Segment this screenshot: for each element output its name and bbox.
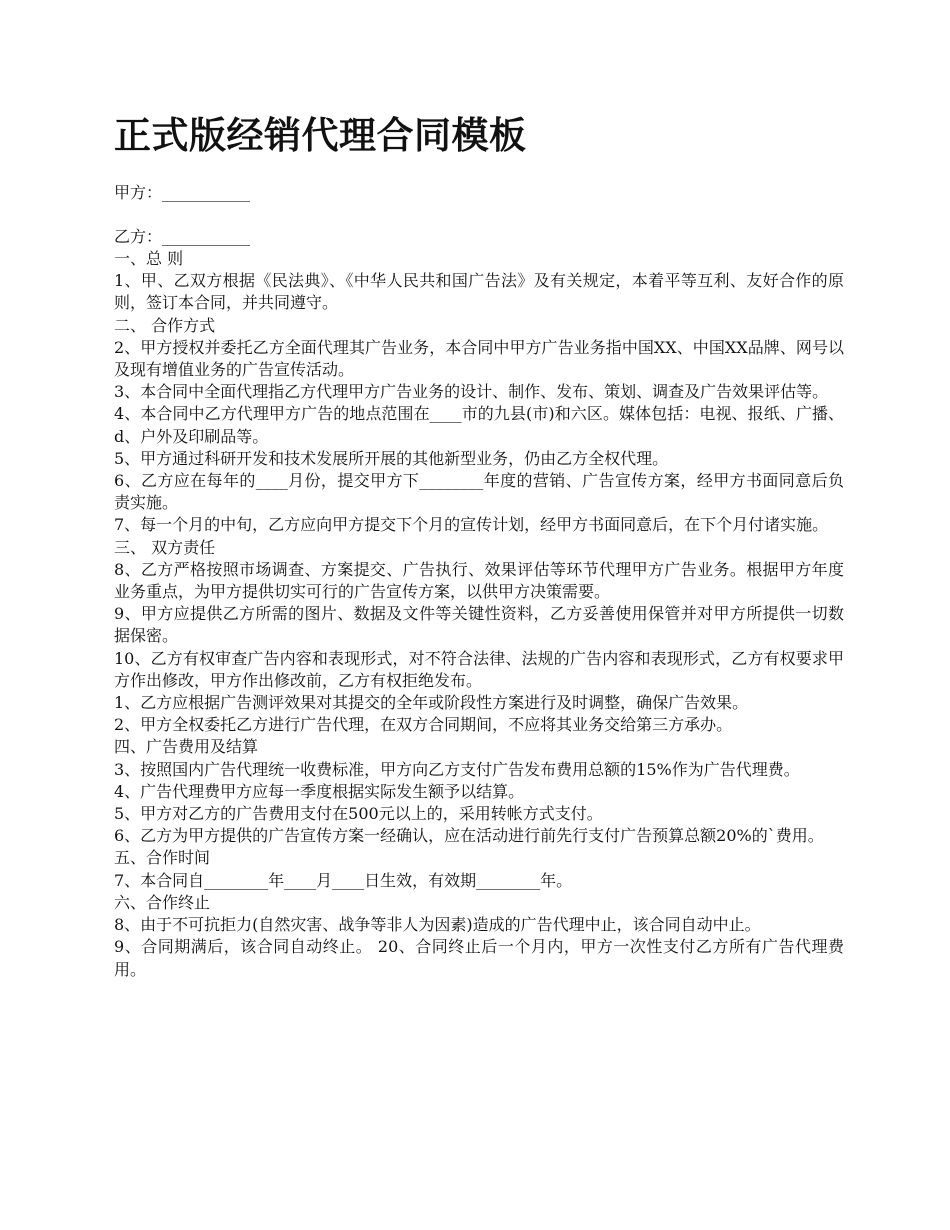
section-heading-cooperation: 二、 合作方式 xyxy=(114,315,216,335)
party-b-field: 乙方：___________ xyxy=(114,227,251,246)
clause-paragraph: 3、按照国内广告代理统一收费标准，甲方向乙方支付广告发布费用总额的15%作为广告代理费。 xyxy=(114,759,800,779)
clause-paragraph: 5、甲方通过科研开发和技术发展所开展的其他新型业务，仍由乙方全权代理。 xyxy=(114,448,669,468)
clause-paragraph: 10、乙方有权审查广告内容和表现形式，对不符合法律、法规的广告内容和表现形式，乙方有权要求甲方作出修改，甲方作出修改前，乙方有权拒绝发布。 xyxy=(114,648,844,690)
section-heading-term: 五、合作时间 xyxy=(114,848,211,868)
section-heading-termination: 六、合作终止 xyxy=(114,892,211,912)
clause-paragraph: 1、甲、乙双方根据《民法典》、《中华人民共和国广告法》及有关规定，本着平等互利、友好合作的原则，签订本合同，并共同遵守。 xyxy=(114,271,844,313)
clause-paragraph: 8、由于不可抗拒力(自然灾害、战争等非人为因素)造成的广告代理中止，该合同自动中止。 xyxy=(114,915,761,935)
party-a-field: 甲方：___________ xyxy=(114,183,251,202)
clause-paragraph: 9、合同期满后，该合同自动终止。 20、合同终止后一个月内，甲方一次性支付乙方所有广告代理费用。 xyxy=(114,937,844,979)
contract-document xyxy=(114,112,844,981)
clause-paragraph: 1、乙方应根据广告测评效果对其提交的全年或阶段性方案进行及时调整，确保广告效果。 xyxy=(114,693,749,713)
clause-paragraph: 8、乙方严格按照市场调查、方案提交、广告执行、效果评估等环节代理甲方广告业务。根据甲方年度业务重点，为甲方提供切实可行的广告宣传方案，以供甲方决策需要。 xyxy=(114,559,844,602)
clause-paragraph: 4、本合同中乙方代理甲方广告的地点范围在____市的九县(市)和六区。媒体包括：电视、报纸、广播、d、户外及印刷品等。 xyxy=(114,404,844,446)
clause-paragraph: 7、本合同自________年____月____日生效，有效期________年。 xyxy=(114,870,573,890)
clause-paragraph: 2、甲方全权委托乙方进行广告代理，在双方合同期间，不应将其业务交给第三方承办。 xyxy=(114,715,733,735)
clause-paragraph: 7、每一个月的中旬，乙方应向甲方提交下个月的宣传计划，经甲方书面同意后，在下个月付诸实施。 xyxy=(114,515,829,535)
clause-paragraph: 3、本合同中全面代理指乙方代理甲方广告业务的设计、制作、发布、策划、调查及广告效果评估等。 xyxy=(114,382,829,402)
document-title: 正式版经销代理合同模板 xyxy=(114,114,527,157)
section-heading-general: 一、总 则 xyxy=(114,249,184,268)
clause-paragraph: 6、乙方应在每年的____月份，提交甲方下________年度的营销、广告宣传方案，经甲方书面同意后负责实施。 xyxy=(114,471,844,513)
section-heading-responsibilities: 三、 双方责任 xyxy=(114,537,216,557)
clause-paragraph: 4、广告代理费甲方应每一季度根据实际发生额予以结算。 xyxy=(114,781,525,801)
clause-paragraph: 6、乙方为甲方提供的广告宣传方案一经确认，应在活动进行前先行支付广告预算总额20%的`费用。 xyxy=(114,826,824,846)
section-heading-fees: 四、广告费用及结算 xyxy=(114,737,259,757)
clause-paragraph: 5、甲方对乙方的广告费用支付在500元以上的，采用转帐方式支付。 xyxy=(114,804,603,824)
clause-paragraph: 9、甲方应提供乙方所需的图片、数据及文件等关键性资料，乙方妥善使用保管并对甲方所提供一切数据保密。 xyxy=(114,604,844,646)
clause-paragraph: 2、甲方授权并委托乙方全面代理其广告业务，本合同中甲方广告业务指中国XX、中国XX品牌、网号以及现有增值业务的广告宣传活动。 xyxy=(114,337,844,380)
